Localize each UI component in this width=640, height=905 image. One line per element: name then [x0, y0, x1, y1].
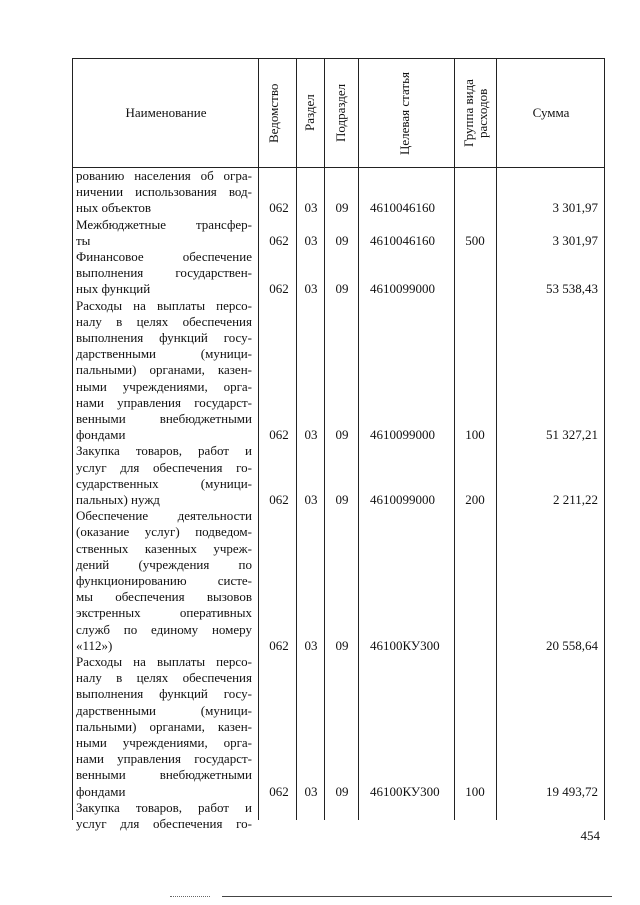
- name-line: налу в целях обеспечения: [76, 670, 252, 686]
- cell-ved: 062: [269, 637, 289, 653]
- cell-cel: 4610046160: [370, 232, 435, 248]
- cell-cel: 46100КУ300: [370, 637, 440, 653]
- cell-ved: 062: [269, 427, 289, 443]
- name-line: мы обеспечения вызовов: [76, 589, 252, 605]
- cell-sum: 3 301,97: [552, 232, 598, 248]
- page-number: 454: [580, 828, 600, 843]
- table-border-right: [604, 58, 605, 820]
- name-line: Расходы на выплаты персо-: [76, 297, 252, 313]
- cell-ved: 062: [269, 783, 289, 799]
- column-divider: [296, 58, 297, 820]
- cell-ved: 062: [269, 232, 289, 248]
- name-line: услуг для обеспечения го-: [76, 816, 252, 831]
- name-line: пальными) органами, казен-: [76, 362, 252, 378]
- header-vedomstvo: Ведомство: [266, 83, 281, 143]
- header-name: Наименование: [125, 105, 207, 120]
- name-line: выполнения функций госу-: [76, 330, 252, 345]
- name-line: ными учреждениями, орга-: [76, 735, 252, 750]
- header-podrazdel: Подраздел: [333, 83, 348, 143]
- cell-grp: 200: [465, 492, 485, 507]
- name-line: ты: [76, 232, 91, 248]
- name-line: выполнения государствен-: [76, 265, 252, 281]
- name-line: нами управления государст-: [76, 751, 252, 767]
- column-divider: [324, 58, 325, 820]
- name-line: Закупка товаров, работ и: [76, 443, 252, 459]
- footer-dotted-rule: [170, 896, 210, 898]
- cell-cel: 46100КУ300: [370, 783, 440, 799]
- cell-pod: 09: [335, 637, 349, 653]
- name-line: венными внебюджетными: [76, 411, 252, 426]
- column-divider: [258, 58, 259, 820]
- cell-raz: 03: [304, 427, 318, 443]
- header-celevaya: Целевая статья: [397, 71, 412, 155]
- name-line: ничении использования вод-: [76, 184, 252, 200]
- name-line: ных функций: [76, 281, 151, 297]
- name-line: Межбюджетные трансфер-: [76, 216, 252, 232]
- cell-ved: 062: [269, 492, 289, 507]
- cell-sum: 20 558,64: [546, 637, 598, 653]
- cell-pod: 09: [335, 200, 349, 216]
- cell-raz: 03: [304, 783, 318, 799]
- cell-pod: 09: [335, 492, 349, 507]
- cell-sum: 53 538,43: [546, 281, 598, 297]
- name-line: выполнения функций госу-: [76, 686, 252, 702]
- name-line: нами управления государст-: [76, 394, 252, 410]
- name-line: налу в целях обеспечения: [76, 313, 252, 329]
- cell-grp: 500: [465, 232, 485, 248]
- cell-sum: 3 301,97: [552, 200, 598, 216]
- name-line: Обеспечение деятельности: [76, 508, 252, 524]
- name-line: пальными) органами, казен-: [76, 718, 252, 734]
- name-line: сударственных (муници-: [76, 475, 252, 491]
- name-line: функционированию систе-: [76, 573, 252, 588]
- cell-cel: 4610099000: [370, 281, 435, 297]
- cell-cel: 4610046160: [370, 200, 435, 216]
- column-divider: [496, 58, 497, 820]
- name-line: «112»): [76, 637, 113, 653]
- name-line: ственных казенных учреж-: [76, 540, 252, 556]
- name-line: венными внебюджетными: [76, 767, 252, 783]
- cell-raz: 03: [304, 492, 318, 507]
- cell-raz: 03: [304, 281, 318, 297]
- cell-pod: 09: [335, 427, 349, 443]
- name-line: Финансовое обеспечение: [76, 249, 252, 264]
- footer-rule: [222, 896, 612, 897]
- name-line: Расходы на выплаты персо-: [76, 654, 252, 669]
- cell-raz: 03: [304, 200, 318, 216]
- name-line: пальных) нужд: [76, 492, 160, 507]
- name-line: дарственными (муници-: [76, 346, 252, 362]
- header-razdel: Раздел: [302, 94, 317, 132]
- name-line: экстренных оперативных: [76, 605, 252, 621]
- cell-sum: 2 211,22: [552, 492, 598, 507]
- cell-pod: 09: [335, 281, 349, 297]
- name-line: ных объектов: [76, 200, 152, 216]
- cell-sum: 51 327,21: [546, 427, 598, 443]
- table-border-left: [72, 58, 73, 820]
- name-line: служб по единому номеру: [76, 621, 252, 637]
- cell-pod: 09: [335, 783, 349, 799]
- cell-grp: 100: [465, 427, 485, 443]
- cell-pod: 09: [335, 232, 349, 248]
- name-line: фондами: [76, 783, 126, 799]
- column-divider: [358, 58, 359, 820]
- cell-grp: 100: [465, 783, 485, 799]
- cell-raz: 03: [304, 232, 318, 248]
- cell-sum: 19 493,72: [546, 783, 598, 799]
- name-line: ными учреждениями, орга-: [76, 378, 252, 394]
- cell-cel: 4610099000: [370, 427, 435, 443]
- name-line: услуг для обеспечения го-: [76, 459, 252, 475]
- header-gruppa: Группа вида расходов: [461, 79, 490, 147]
- cell-ved: 062: [269, 281, 289, 297]
- name-line: рованию населения об огра-: [76, 168, 252, 183]
- name-line: (оказание услуг) подведом-: [76, 524, 252, 540]
- name-line: дений (учреждения по: [76, 556, 252, 572]
- name-line: дарственными (муници-: [76, 702, 252, 718]
- header-summa: Сумма: [532, 105, 570, 120]
- cell-cel: 4610099000: [370, 492, 435, 507]
- name-line: Закупка товаров, работ и: [76, 799, 252, 815]
- cell-raz: 03: [304, 637, 318, 653]
- cell-ved: 062: [269, 200, 289, 216]
- name-line: фондами: [76, 427, 126, 443]
